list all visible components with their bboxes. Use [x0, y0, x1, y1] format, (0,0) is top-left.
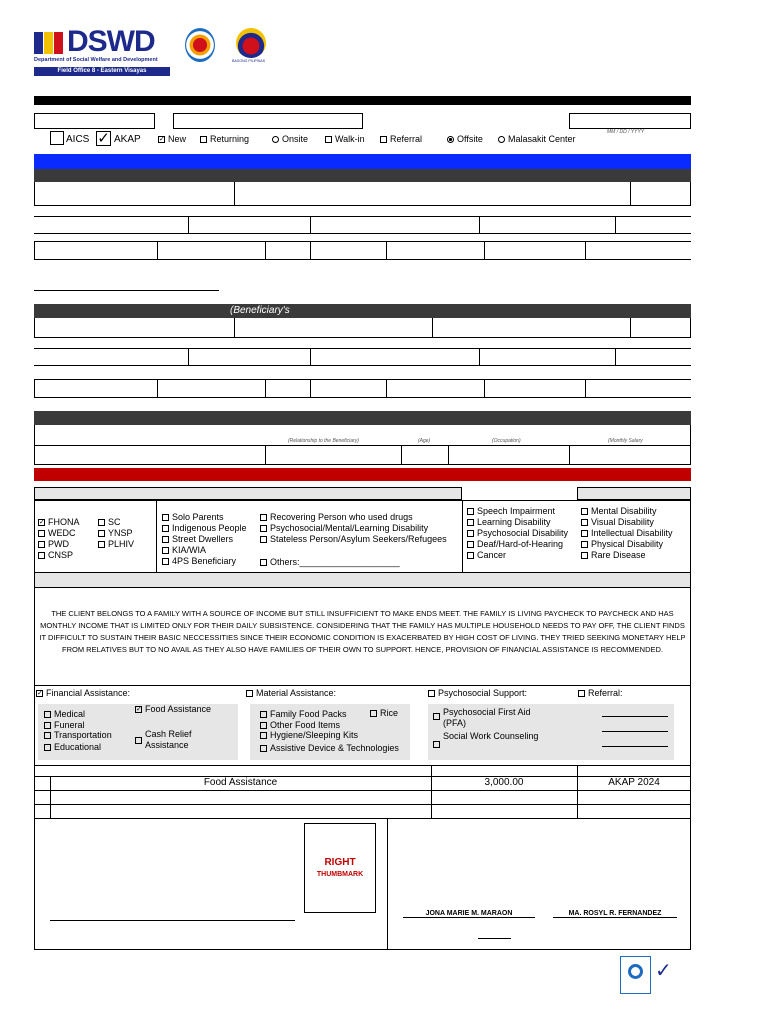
- checkbox-icon: [98, 541, 105, 548]
- dis-learning[interactable]: Learning Disability: [467, 517, 568, 528]
- uka-cert-logo: [653, 956, 687, 994]
- checkbox-icon: [260, 732, 267, 739]
- beneficiary-info-grid: [34, 318, 691, 398]
- cat-recovering[interactable]: Recovering Person who used drugs: [260, 512, 447, 523]
- client-signature-line: [50, 920, 295, 921]
- client-info-grid: [34, 182, 691, 262]
- hint-age: (Age): [418, 438, 431, 444]
- option-offsite[interactable]: Offsite: [447, 134, 483, 145]
- checkbox-icon: [581, 541, 588, 548]
- dept-name: Department of Social Welfare and Development: [34, 57, 158, 63]
- referral-line-2: [602, 731, 668, 732]
- section-blue-bar: [34, 154, 691, 169]
- hint-occupation: (Occupation): [492, 438, 521, 444]
- checkbox-icon: [260, 514, 267, 521]
- amount-table: [34, 766, 691, 819]
- referral-line-3: [602, 746, 668, 747]
- checkbox-icon: [433, 713, 440, 720]
- disability-grey-header: [577, 487, 691, 500]
- cat-col5: [467, 506, 568, 561]
- worker-name: JONA MARIE M. MARAON: [403, 910, 535, 918]
- aics-checkbox[interactable]: [50, 131, 64, 145]
- dis-speech[interactable]: Speech Impairment: [467, 506, 568, 517]
- date-field[interactable]: [569, 113, 691, 129]
- dis-mental[interactable]: Mental Disability: [581, 506, 673, 517]
- approver-name: MA. ROSYL R. FERNANDEZ: [553, 910, 677, 918]
- hint-salary: (Monthly Salary: [608, 438, 643, 444]
- checkbox-icon: [246, 690, 253, 697]
- checkbox-icon: [467, 519, 474, 526]
- option-walkin[interactable]: Walk-in: [325, 134, 365, 145]
- section-dark-bar: [34, 169, 691, 182]
- check-icon: ✓: [97, 130, 110, 147]
- cat-plhiv[interactable]: PLHIV: [98, 539, 134, 550]
- checkbox-icon: [370, 710, 377, 717]
- svc-referral[interactable]: Referral:: [578, 688, 623, 699]
- fin-transportation[interactable]: Transportation: [44, 730, 112, 740]
- cat-psychosocial[interactable]: Psychosocial/Mental/Learning Disability: [260, 523, 447, 534]
- bagong-pilipinas-label: BAGONG PILIPINAS: [232, 59, 266, 63]
- psy-pfa[interactable]: Psychosocial First Aid (PFA): [433, 707, 543, 729]
- fin-educational[interactable]: Educational: [44, 740, 112, 754]
- aics-label: AICS: [66, 134, 90, 145]
- dis-psychosocial[interactable]: Psychosocial Disability: [467, 528, 568, 539]
- section-red-bar: [34, 468, 691, 481]
- cell-amount: 3,000.00: [484, 777, 524, 788]
- akap-label: AKAP: [114, 134, 141, 145]
- cat-4ps[interactable]: 4PS Beneficiary: [162, 556, 247, 567]
- iso-icon: [628, 964, 643, 979]
- mat-family-food[interactable]: Family Food Packs: [260, 709, 399, 720]
- checkbox-icon: [581, 552, 588, 559]
- checkbox-icon: [433, 741, 440, 748]
- cat-col1: [38, 517, 80, 561]
- logo-mark-icon: [34, 32, 64, 54]
- option-new[interactable]: ✓ New: [159, 134, 187, 144]
- checkbox-icon: [44, 711, 51, 718]
- mat-assistive[interactable]: Assistive Device & Technologies: [260, 740, 399, 756]
- checkbox-icon: ✓: [39, 519, 45, 527]
- cat-ynsp[interactable]: YNSP: [98, 528, 134, 539]
- checkbox-icon: [380, 136, 387, 143]
- dis-deaf[interactable]: Deaf/Hard-of-Hearing: [467, 539, 568, 550]
- fin-medical[interactable]: Medical: [44, 708, 112, 720]
- cat-cnsp[interactable]: CNSP: [38, 550, 80, 561]
- thumbmark-box[interactable]: [304, 823, 376, 913]
- option-onsite[interactable]: Onsite: [272, 134, 308, 145]
- family-bar: [34, 411, 691, 425]
- cell-assistance-type: Food Assistance: [203, 777, 278, 788]
- checkbox-icon: [200, 136, 207, 143]
- fin-food[interactable]: ✓ Food Assistance: [136, 704, 212, 714]
- checkbox-icon: [260, 559, 267, 566]
- checkbox-icon: [260, 536, 267, 543]
- assessment-grey-header: [34, 573, 691, 588]
- cat-street[interactable]: Street Dwellers: [162, 534, 247, 545]
- iso-cert-logo: [620, 956, 651, 994]
- cat-wedc[interactable]: WEDC: [38, 528, 80, 539]
- checkbox-icon: [135, 737, 142, 744]
- checkbox-icon: [98, 519, 105, 526]
- bagong-pilipinas-logo: [232, 26, 272, 66]
- checkbox-icon: [162, 514, 169, 521]
- name-field[interactable]: [173, 113, 363, 129]
- checkbox-icon: [325, 136, 332, 143]
- dis-visual[interactable]: Visual Disability: [581, 517, 673, 528]
- beneficiary-bar-label: (Beneficiary's: [230, 305, 290, 316]
- uka-check-icon: ✓: [655, 958, 672, 982]
- cat-col6: [581, 506, 673, 561]
- fin-items: [44, 708, 112, 754]
- svc-material[interactable]: Material Assistance:: [246, 688, 336, 699]
- checkbox-icon: [467, 541, 474, 548]
- mat-other-food[interactable]: Other Food Items: [260, 720, 399, 730]
- hint-relationship: (Relationship to the Beneficiary): [288, 438, 359, 444]
- radio-selected-icon: [447, 136, 454, 143]
- checkbox-icon: [162, 558, 169, 565]
- fin-cash-relief[interactable]: Cash Relief Assistance: [135, 729, 197, 751]
- checkbox-icon: [467, 508, 474, 515]
- cat-col2: [98, 517, 134, 550]
- dis-intellectual[interactable]: Intellectual Disability: [581, 528, 673, 539]
- checkbox-icon: [260, 722, 267, 729]
- dis-rare[interactable]: Rare Disease: [581, 550, 673, 561]
- checkbox-icon: [260, 525, 267, 532]
- checkbox-icon: [44, 722, 51, 729]
- cat-solo-parents[interactable]: Solo Parents: [162, 512, 247, 523]
- option-malasakit[interactable]: Malasakit Center: [498, 134, 576, 145]
- cat-others[interactable]: Others:____________________: [260, 557, 400, 568]
- checkbox-icon: [260, 711, 267, 718]
- akap-checkbox[interactable]: [96, 131, 111, 146]
- checkbox-icon: [38, 530, 45, 537]
- checkbox-icon: [428, 690, 435, 697]
- seal-logo-icon: [185, 28, 215, 62]
- logo-text: DSWD: [67, 25, 155, 58]
- checkbox-icon: [162, 536, 169, 543]
- short-signature-line: [478, 938, 511, 939]
- psy-counseling[interactable]: Social Work Counseling: [433, 731, 538, 748]
- checkbox-icon: [581, 519, 588, 526]
- mat-rice[interactable]: Rice: [370, 708, 398, 719]
- title-bar: [34, 96, 691, 105]
- checkbox-icon: ✓: [37, 690, 43, 698]
- checkbox-icon: [162, 547, 169, 554]
- table-row: [50, 777, 691, 790]
- checkbox-icon: [467, 530, 474, 537]
- cat-stateless[interactable]: Stateless Person/Asylum Seekers/Refugees: [260, 534, 447, 545]
- cat-pwd[interactable]: PWD: [38, 539, 80, 550]
- thumbmark-title: RIGHT: [324, 857, 356, 868]
- checkbox-icon: ✓: [136, 706, 142, 714]
- field-office-banner: Field Office 8 - Eastern Visayas: [34, 67, 170, 76]
- checkbox-icon: ✓: [159, 136, 165, 144]
- svc-psychosocial[interactable]: Psychosocial Support:: [428, 688, 527, 699]
- assessment-text: THE CLIENT BELONGS TO A FAMILY WITH A SOURCE OF INCOME BUT STILL INSUFFICIENT TO MAKE ENDS MEET. THE FAMILY IS LIVING PAYCHECK TO PAYCHECK AND HAS MONTHLY INCOME THAT IS LIMITED ONLY FOR THEIR DAILY SUBSISTENCE. CONSIDERING THAT THE FAMILY HAS MULTIPLE HOUSEHOLD NEEDS TO PAY OFF, THE CLIENT FINDS IT DIFFICULT TO SUSTAIN THEIR BASIC NECCESSITIES SINCE THEIR ECONOMIC CONDITION IS EXACERBATED BY HIGH COST OF LIVING. THEY TRIED SEEKING MONETARY HELP FROM RELATIVES BUT TO NO AVAIL AS THEY ALSO HAVE FAMILIES OF THEIR OWN TO SUPPORT. HENCE, PROVISION OF FINANCIAL ASSISTANCE IS RECOMMENDED.: [39, 609, 686, 654]
- checkbox-icon: [578, 690, 585, 697]
- checkbox-icon: [44, 744, 51, 751]
- checkbox-icon: [44, 732, 51, 739]
- mat-hygiene[interactable]: Hygiene/Sleeping Kits: [260, 730, 399, 740]
- option-returning[interactable]: Returning: [200, 134, 249, 145]
- checkbox-icon: [38, 541, 45, 548]
- beneficiary-bar: [34, 304, 691, 318]
- thumbmark-sub: THUMBMARK: [316, 871, 364, 878]
- svc-financial[interactable]: ✓ Financial Assistance:: [37, 688, 131, 698]
- signature-line: [34, 290, 219, 291]
- control-number-field[interactable]: [34, 113, 155, 129]
- cell-fund-source: AKAP 2024: [608, 777, 660, 788]
- cat-sc[interactable]: SC: [98, 517, 134, 528]
- dswd-logo: [34, 25, 174, 78]
- referral-line-1: [602, 716, 668, 717]
- radio-icon: [498, 136, 505, 143]
- checkbox-icon: [38, 552, 45, 559]
- date-hint: MM / DD / YYYY: [607, 129, 645, 135]
- cat-col4: [260, 512, 447, 545]
- cat-kia[interactable]: KIA/WIA: [162, 545, 247, 556]
- dis-cancer[interactable]: Cancer: [467, 550, 568, 561]
- cat-fhona[interactable]: ✓ FHONA: [39, 517, 80, 527]
- checkbox-icon: [260, 745, 267, 752]
- checkbox-icon: [467, 552, 474, 559]
- checkbox-icon: [98, 530, 105, 537]
- checkbox-icon: [581, 508, 588, 515]
- fin-funeral[interactable]: Funeral: [44, 720, 112, 730]
- dis-physical[interactable]: Physical Disability: [581, 539, 673, 550]
- family-grid: [34, 425, 691, 465]
- bagong-pilipinas-icon: [236, 28, 266, 58]
- radio-icon: [272, 136, 279, 143]
- category-grey-header: [34, 487, 462, 500]
- option-referral[interactable]: Referral: [380, 134, 422, 145]
- cat-col3: [162, 512, 247, 567]
- cat-indigenous[interactable]: Indigenous People: [162, 523, 247, 534]
- checkbox-icon: [581, 530, 588, 537]
- checkbox-icon: [162, 525, 169, 532]
